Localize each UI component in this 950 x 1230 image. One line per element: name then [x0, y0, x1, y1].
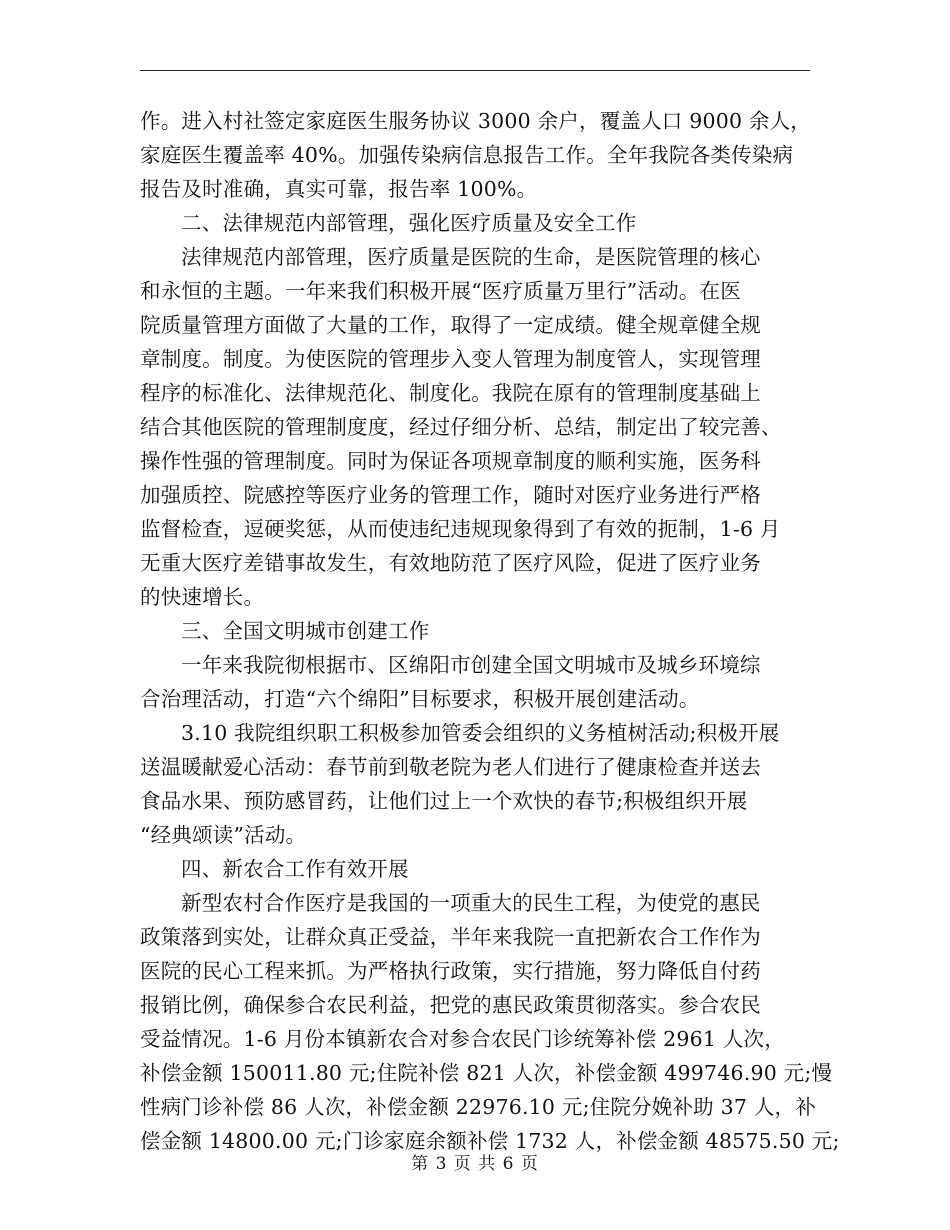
text-line: 报告及时准确，真实可靠，报告率 100%。	[140, 177, 538, 201]
page-number: 第 3 页 共 6 页	[411, 1154, 539, 1174]
text-line: 政策落到实处，让群众真正受益，半年来我院一直把新农合工作作为	[140, 925, 761, 949]
document-body	[140, 104, 840, 1158]
text-line: 一年来我院彻根据市、区绵阳市创建全国文明城市及城乡环境综	[181, 653, 761, 677]
text-line: 3.10 我院组织职工积极参加管委会组织的义务植树活动;积极开展	[181, 721, 780, 745]
text-line: 受益情况。1-6 月份本镇新农合对参合农民门诊统筹补偿 2961 人次，	[140, 1027, 785, 1051]
text-line: 无重大医疗差错事故发生，有效地防范了医疗风险，促进了医疗业务	[140, 551, 761, 575]
header-rule	[140, 70, 810, 71]
text-line: 二、法律规范内部管理，强化医疗质量及安全工作	[181, 211, 637, 235]
text-line: 加强质控、院感控等医疗业务的管理工作，随时对医疗业务进行严格	[140, 483, 761, 507]
text-line: 食品水果、预防感冒药，让他们过上一个欢快的春节;积极组织开展	[140, 789, 748, 813]
text-line: 家庭医生覆盖率 40%。加强传染病信息报告工作。全年我院各类传染病	[140, 143, 794, 167]
text-line: 作。进入村社签定家庭医生服务协议 3000 余户，覆盖人口 9000 余人，	[140, 109, 812, 133]
text-line: 医院的民心工程来抓。为严格执行政策，实行措施，努力降低自付药	[140, 959, 761, 983]
text-line: 操作性强的管理制度。同时为保证各项规章制度的顺利实施，医务科	[140, 449, 761, 473]
text-line: 监督检查，逗硬奖惩，从而使违纪违规现象得到了有效的扼制，1-6 月	[140, 517, 781, 541]
text-line: 和永恒的主题。一年来我们积极开展“医疗质量万里行”活动。在医	[140, 279, 741, 303]
text-line: 性病门诊补偿 86 人次，补偿金额 22976.10 元;住院分娩补助 37 人，补	[140, 1095, 816, 1119]
text-line: 补偿金额 150011.80 元;住院补偿 821 人次，补偿金额 499746.90 元;慢	[140, 1061, 833, 1085]
text-line: 新型农村合作医疗是我国的一项重大的民生工程，为使党的惠民	[181, 891, 761, 915]
text-line: 三、全国文明城市创建工作	[181, 619, 430, 643]
text-line: 法律规范内部管理，医疗质量是医院的生命，是医院管理的核心	[181, 245, 761, 269]
text-line: 偿金额 14800.00 元;门诊家庭余额补偿 1732 人，补偿金额 48575.50 元;	[140, 1129, 840, 1153]
text-line: “经典颂读”活动。	[140, 823, 307, 847]
text-line: 送温暖献爱心活动：春节前到敬老院为老人们进行了健康检查并送去	[140, 755, 761, 779]
text-line: 的快速增长。	[140, 585, 265, 609]
text-line: 院质量管理方面做了大量的工作，取得了一定成绩。健全规章健全规	[140, 313, 761, 337]
text-line: 章制度。制度。为使医院的管理步入变人管理为制度管人，实现管理	[140, 347, 761, 371]
text-line: 程序的标准化、法律规范化、制度化。我院在原有的管理制度基础上	[140, 381, 761, 405]
text-line: 合治理活动，打造“六个绵阳”目标要求，积极开展创建活动。	[140, 687, 700, 711]
text-line: 四、新农合工作有效开展	[181, 857, 409, 881]
text-line: 结合其他医院的管理制度度，经过仔细分析、总结，制定出了较完善、	[140, 415, 782, 439]
text-line: 报销比例，确保参合农民利益，把党的惠民政策贯彻落实。参合农民	[140, 993, 761, 1017]
